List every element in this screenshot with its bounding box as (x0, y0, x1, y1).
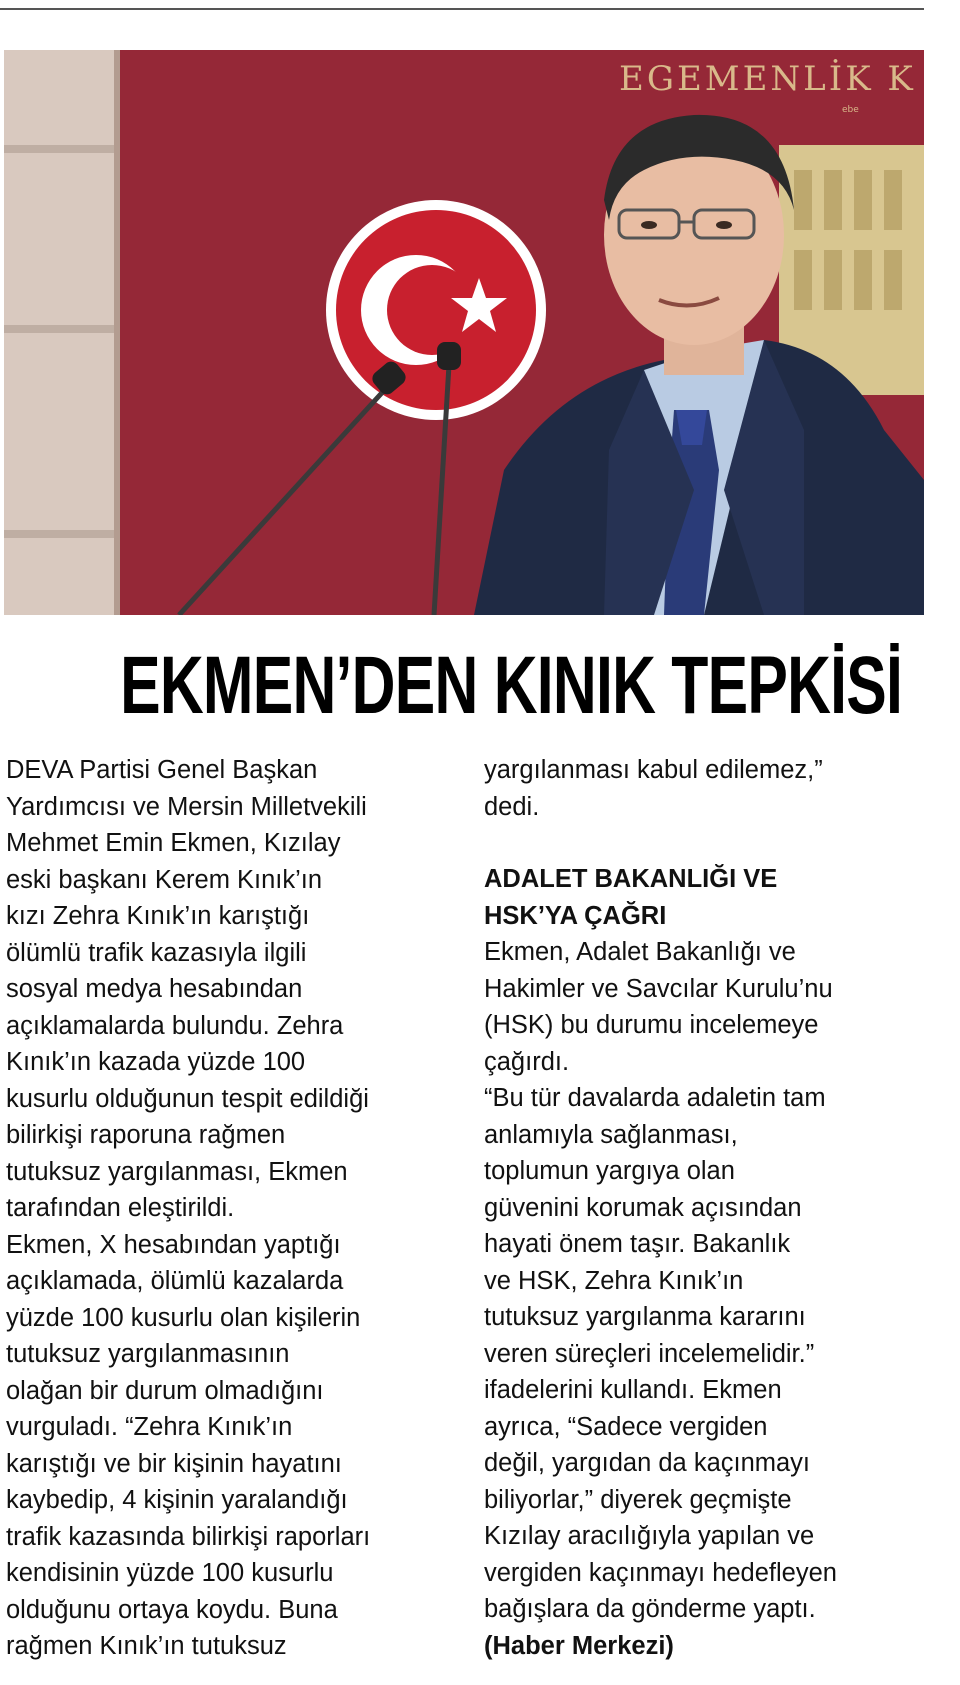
subheading: ADALET BAKANLIĞI VE (484, 865, 778, 893)
body-line: vurguladı. “Zehra Kınık’ın (6, 1413, 293, 1441)
body-line: Yardımcısı ve Mersin Milletvekili (6, 792, 367, 821)
body-line: vergiden kaçınmayı hedefleyen (484, 1558, 837, 1587)
body-line: bağışlara da gönderme yaptı. (484, 1595, 816, 1623)
body-line: biliyorlar,” diyerek geçmişte (484, 1485, 792, 1514)
subheading: HSK’YA ÇAĞRI (484, 901, 667, 930)
article-column-left (6, 752, 461, 1665)
body-line: çağırdı. (484, 1047, 570, 1076)
body-line: toplumun yargıya olan (484, 1157, 735, 1185)
body-line: açıklamada, ölümlü kazalarda (6, 1267, 344, 1295)
article-column-right (484, 752, 924, 1664)
body-line: ifadelerini kullandı. Ekmen (484, 1376, 782, 1404)
body-line: Ekmen, Adalet Bakanlığı ve (484, 938, 796, 966)
body-line: DEVA Partisi Genel Başkan (6, 756, 318, 784)
paragraph-gap (484, 825, 924, 861)
backdrop-small-text: ebe (842, 105, 859, 115)
body-line: kusurlu olduğunun tespit edildiği (6, 1084, 369, 1113)
body-line: eski başkanı Kerem Kınık’ın (6, 865, 323, 894)
body-line: güvenini korumak açısından (484, 1193, 802, 1222)
body-line: bilirkişi raporuna rağmen (6, 1121, 286, 1149)
body-line: kaybedip, 4 kişinin yaralandığı (6, 1486, 348, 1514)
body-line: karıştığı ve bir kişinin hayatını (6, 1449, 342, 1478)
body-line: trafik kazasında bilirkişi raporları (6, 1522, 371, 1551)
body-line: dedi. (484, 792, 540, 821)
body-line: Ekmen, X hesabından yaptığı (6, 1230, 341, 1259)
top-rule (0, 8, 924, 10)
headline: EKMEN’DEN KINIK TEPKİSİ (120, 640, 903, 731)
body-line: tutuksuz yargılanma kararını (484, 1303, 806, 1331)
body-line: “Bu tür davalarda adaletin tam (484, 1084, 826, 1112)
backdrop-text: EGEMENLİK K (619, 59, 916, 99)
body-line: ve HSK, Zehra Kınık’ın (484, 1266, 744, 1295)
body-line: rağmen Kınık’ın tutuksuz (6, 1632, 287, 1660)
body-line: Kızılay aracılığıyla yapılan ve (484, 1522, 815, 1550)
body-line: Mehmet Emin Ekmen, Kızılay (6, 829, 341, 857)
body-line: olduğunu ortaya koydu. Buna (6, 1595, 338, 1624)
body-line: veren süreçleri incelemelidir.” (484, 1339, 815, 1368)
body-line: hayati önem taşır. Bakanlık (484, 1230, 791, 1258)
body-line: Kınık’ın kazada yüzde 100 (6, 1048, 306, 1076)
body-line: (HSK) bu durumu incelemeye (484, 1011, 819, 1039)
body-line: açıklamalarda bulundu. Zehra (6, 1011, 344, 1040)
body-line: olağan bir durum olmadığını (6, 1376, 324, 1405)
body-line: yargılanması kabul edilemez,” (484, 756, 823, 784)
body-line: kızı Zehra Kınık’ın karıştığı (6, 902, 310, 930)
body-line: kendisinin yüzde 100 kusurlu (6, 1559, 334, 1587)
body-line: tarafından eleştirildi. (6, 1194, 235, 1222)
body-line: anlamıyla sağlanması, (484, 1120, 738, 1149)
body-line: Hakimler ve Savcılar Kurulu’nu (484, 974, 833, 1003)
body-line: ayrıca, “Sadece vergiden (484, 1412, 768, 1441)
body-line: yüzde 100 kusurlu olan kişilerin (6, 1303, 361, 1332)
body-line: tutuksuz yargılanması, Ekmen (6, 1157, 348, 1186)
body-line: değil, yargıdan da kaçınmayı (484, 1449, 811, 1477)
article-photo (4, 50, 924, 615)
body-line: tutuksuz yargılanmasının (6, 1340, 290, 1368)
signature: (Haber Merkezi) (484, 1631, 674, 1660)
body-line: sosyal medya hesabından (6, 975, 303, 1003)
body-line: ölümlü trafik kazasıyla ilgili (6, 938, 307, 967)
